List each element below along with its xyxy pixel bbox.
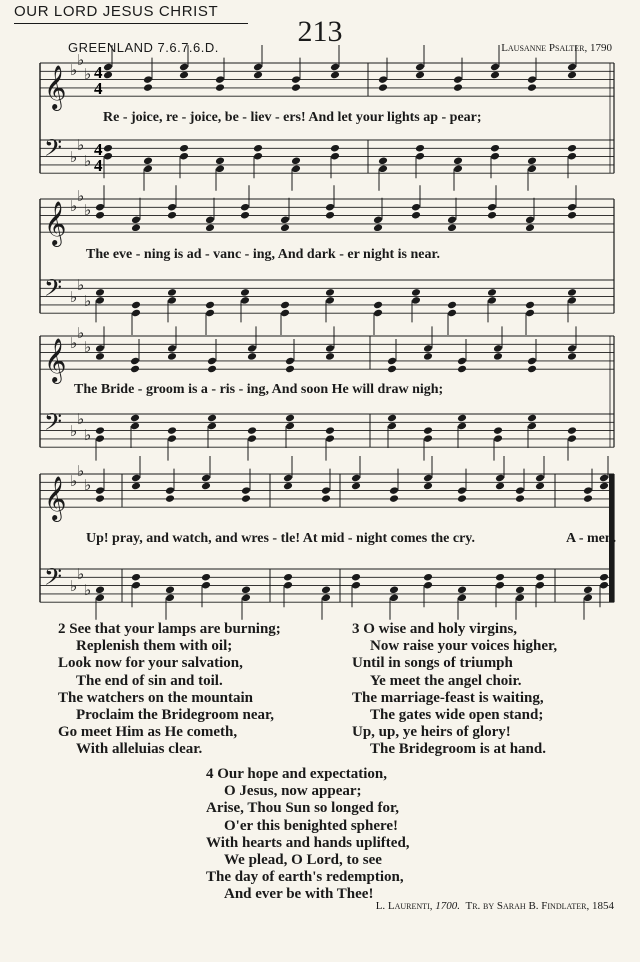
notehead (95, 494, 105, 503)
verse-line: Now raise your voices higher, (370, 638, 558, 655)
notehead (205, 301, 215, 310)
flat-icon: ♭ (70, 472, 78, 490)
notehead (167, 211, 177, 220)
hymn-number: 213 (297, 15, 343, 48)
notehead (447, 301, 457, 310)
notehead (131, 301, 141, 310)
notehead (167, 288, 177, 297)
notehead (253, 144, 263, 153)
notehead (389, 494, 399, 503)
notehead (167, 426, 177, 435)
notehead (527, 156, 537, 165)
notehead (373, 301, 383, 310)
flat-icon: ♭ (77, 136, 85, 154)
notehead (495, 573, 505, 582)
notehead (280, 223, 290, 232)
bass-clef-icon: 𝄢 (44, 408, 63, 441)
notehead (447, 223, 457, 232)
flat-icon: ♭ (77, 51, 85, 69)
author-name: L. Laurenti, (375, 900, 433, 912)
verse-line: 4 Our hope and expectation, (206, 766, 387, 782)
notehead (131, 573, 141, 582)
notehead (143, 83, 153, 92)
verse-line: The gates wide open stand; (370, 707, 544, 724)
notehead (143, 156, 153, 165)
flat-icon: ♭ (77, 187, 85, 205)
notehead (583, 494, 593, 503)
notehead (535, 573, 545, 582)
notehead (103, 144, 113, 153)
lyrics-system-1: Re - joice, re - joice, be - liev - ers! And let your lights ap - pear; (103, 110, 482, 125)
notehead (457, 585, 467, 594)
time-signature: 4 (94, 140, 103, 159)
notehead (423, 352, 433, 361)
verse-line: Go meet Him as He cometh, (58, 724, 238, 741)
notehead (291, 156, 301, 165)
verse-line: Replenish them with oil; (76, 638, 233, 655)
running-head: OUR LORD JESUS CHRIST (14, 3, 219, 20)
verse-line: The day of earth's redemption, (206, 869, 404, 886)
notehead (423, 573, 433, 582)
flat-icon: ♭ (77, 276, 85, 294)
lyrics-system-4: Up! pray, and watch, and wres - tle! At mid - night comes the cry. (86, 531, 476, 546)
notehead (583, 585, 593, 594)
amen-lyric: A - men. (566, 531, 617, 546)
notehead (457, 414, 467, 423)
time-signature: 4 (94, 63, 103, 82)
notehead (423, 426, 433, 435)
notehead (283, 573, 293, 582)
verse-line: With alleluias clear. (76, 741, 203, 758)
notehead (567, 288, 577, 297)
notehead (599, 482, 609, 491)
notehead (373, 223, 383, 232)
verse-line: 3 O wise and holy virgins, (352, 621, 518, 637)
notehead (207, 414, 217, 423)
verse-line: Look now for your salvation, (58, 655, 243, 672)
notehead (378, 83, 388, 92)
notehead (130, 414, 140, 423)
notehead (321, 494, 331, 503)
composer-credit: Lausanne Psalter, 1790 (501, 42, 612, 54)
notehead (285, 365, 295, 374)
translator-credit: Tr. by Sarah B. Findlater, 1854 (465, 900, 614, 912)
notehead (95, 585, 105, 594)
notehead (165, 494, 175, 503)
notehead (325, 288, 335, 297)
flat-icon: ♭ (70, 148, 78, 166)
notehead (389, 585, 399, 594)
notehead (378, 156, 388, 165)
notehead (527, 414, 537, 423)
bass-clef-icon: 𝄢 (44, 563, 63, 596)
notehead (95, 211, 105, 220)
notehead (201, 573, 211, 582)
notehead (95, 352, 105, 361)
verse-line: The marriage-feast is waiting, (352, 689, 544, 706)
notehead (240, 288, 250, 297)
treble-clef-icon: 𝄞 (44, 476, 67, 521)
verse-2 (58, 621, 281, 759)
notehead (285, 414, 295, 423)
notehead (387, 414, 397, 423)
notehead (527, 365, 537, 374)
notehead (179, 144, 189, 153)
notehead (490, 144, 500, 153)
notehead (325, 426, 335, 435)
notehead (493, 426, 503, 435)
notehead (493, 352, 503, 361)
notehead (321, 585, 331, 594)
flat-icon: ♭ (84, 581, 92, 599)
notehead (351, 573, 361, 582)
notehead (525, 301, 535, 310)
notehead (567, 426, 577, 435)
notehead (387, 365, 397, 374)
notehead (95, 288, 105, 297)
bass-clef-icon: 𝄢 (44, 134, 63, 167)
notehead (325, 352, 335, 361)
verse-line: Ye meet the angel choir. (370, 672, 522, 689)
verse-line: Until in songs of triumph (352, 655, 513, 672)
notehead (453, 83, 463, 92)
notehead (515, 494, 525, 503)
notehead (95, 426, 105, 435)
notehead (453, 156, 463, 165)
notehead (215, 83, 225, 92)
notehead (207, 365, 217, 374)
verse-4 (206, 766, 410, 904)
notehead (131, 223, 141, 232)
time-signature: 4 (94, 79, 103, 98)
verse-line: With hearts and hands uplifted, (206, 834, 410, 851)
tune-name: GREENLAND 7.6.7.6.D. (68, 40, 219, 55)
flat-icon: ♭ (84, 426, 92, 444)
verse-line: We plead, O Lord, to see (224, 852, 382, 869)
notehead (165, 585, 175, 594)
notehead (457, 494, 467, 503)
verse-line: And ever be with Thee! (224, 886, 374, 903)
notehead (535, 482, 545, 491)
flat-icon: ♭ (77, 410, 85, 428)
notehead (490, 71, 500, 80)
notehead (457, 365, 467, 374)
verse-line: Up, up, ye heirs of glory! (352, 724, 511, 741)
treble-clef-icon: 𝄞 (44, 338, 67, 383)
notehead (201, 482, 211, 491)
flat-icon: ♭ (84, 65, 92, 83)
flat-icon: ♭ (84, 201, 92, 219)
flat-icon: ♭ (70, 197, 78, 215)
notehead (130, 365, 140, 374)
author-year: 1700. (435, 900, 460, 912)
notehead (567, 211, 577, 220)
notehead (567, 144, 577, 153)
notehead (247, 426, 257, 435)
lyrics-system-3: The Bride - groom is a - ris - ing, And soon He will draw nigh; (74, 382, 444, 397)
verse-line: Arise, Thou Sun so longed for, (206, 800, 399, 817)
lyrics-system-2: The eve - ning is ad - vanc - ing, And dark - er night is near. (86, 247, 440, 262)
notehead (240, 211, 250, 220)
notehead (325, 211, 335, 220)
flat-icon: ♭ (70, 422, 78, 440)
notehead (280, 301, 290, 310)
treble-clef-icon: 𝄞 (44, 201, 67, 246)
notehead (283, 482, 293, 491)
flat-icon: ♭ (70, 577, 78, 595)
notehead (103, 71, 113, 80)
flat-icon: ♭ (70, 288, 78, 306)
notehead (411, 211, 421, 220)
notehead (205, 223, 215, 232)
notehead (241, 494, 251, 503)
notehead (351, 482, 361, 491)
verse-line: 2 See that your lamps are burning; (58, 621, 281, 637)
notehead (567, 352, 577, 361)
flat-icon: ♭ (77, 462, 85, 480)
flat-icon: ♭ (84, 152, 92, 170)
author-credit (376, 900, 614, 912)
notehead (423, 482, 433, 491)
verse-line: O'er this benighted sphere! (224, 817, 399, 834)
notehead (411, 288, 421, 297)
notehead (415, 71, 425, 80)
notehead (525, 223, 535, 232)
flat-icon: ♭ (84, 292, 92, 310)
notehead (495, 482, 505, 491)
notehead (241, 585, 251, 594)
notehead (215, 156, 225, 165)
verse-line: Proclaim the Bridegroom near, (76, 707, 275, 724)
flat-icon: ♭ (77, 324, 85, 342)
notehead (527, 83, 537, 92)
notehead (487, 288, 497, 297)
notehead (131, 482, 141, 491)
time-signature: 4 (94, 156, 103, 175)
notehead (253, 71, 263, 80)
flat-icon: ♭ (77, 565, 85, 583)
verse-line: The Bridegroom is at hand. (370, 741, 546, 758)
flat-icon: ♭ (70, 61, 78, 79)
notehead (515, 585, 525, 594)
notehead (487, 211, 497, 220)
notehead (179, 71, 189, 80)
notehead (330, 144, 340, 153)
notehead (247, 352, 257, 361)
flat-icon: ♭ (70, 334, 78, 352)
verse-line: The end of sin and toil. (76, 672, 223, 689)
flat-icon: ♭ (84, 338, 92, 356)
notehead (167, 352, 177, 361)
verse-line: The watchers on the mountain (58, 689, 254, 706)
treble-clef-icon: 𝄞 (44, 65, 67, 110)
notehead (599, 573, 609, 582)
flat-icon: ♭ (84, 476, 92, 494)
notehead (330, 71, 340, 80)
verse-3 (352, 621, 557, 759)
bass-clef-icon: 𝄢 (44, 274, 63, 307)
notehead (415, 144, 425, 153)
notehead (567, 71, 577, 80)
notehead (291, 83, 301, 92)
verse-line: O Jesus, now appear; (224, 783, 362, 800)
